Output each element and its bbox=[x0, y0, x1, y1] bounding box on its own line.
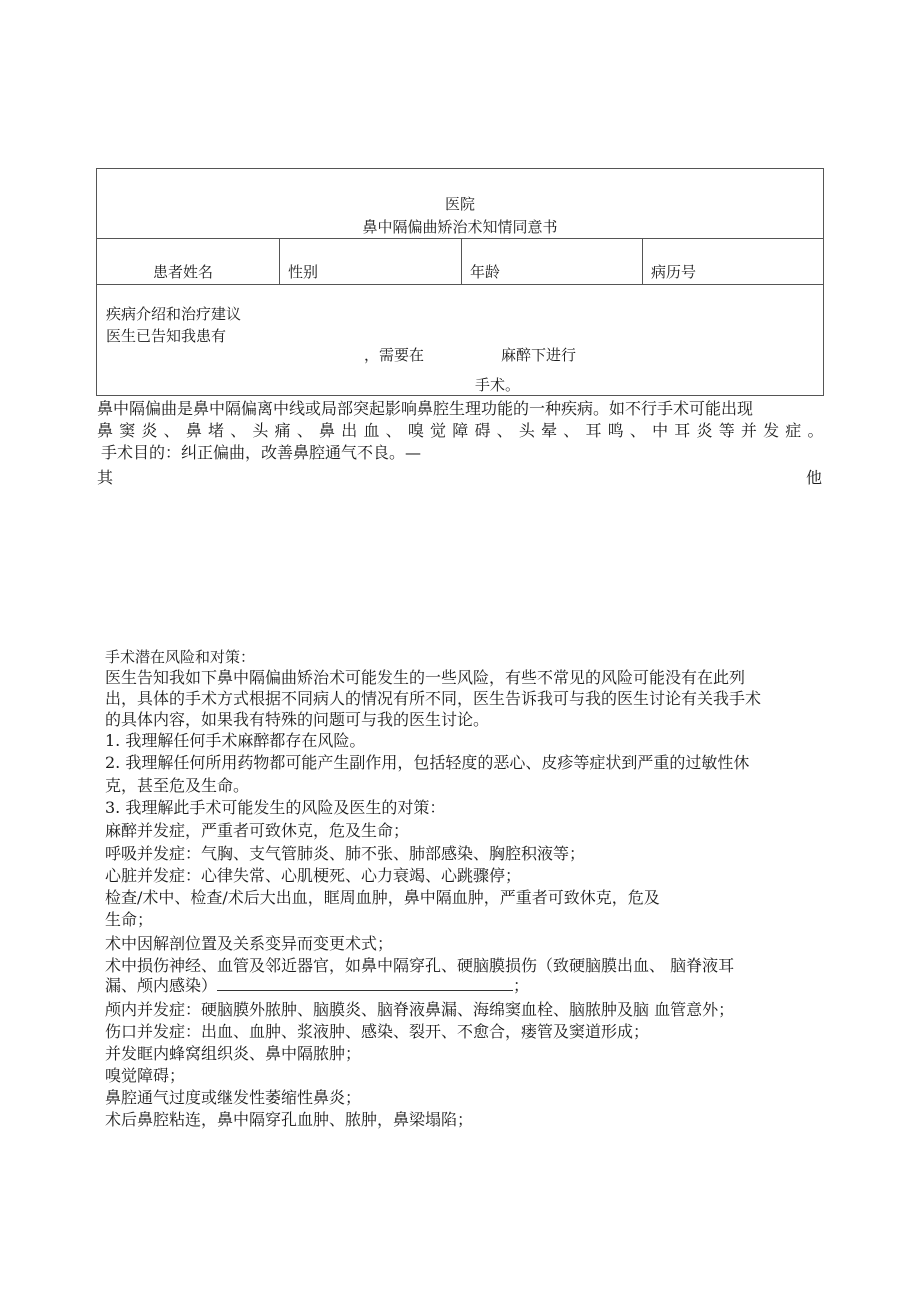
risk-injury-cont bbox=[105, 976, 529, 996]
need-text: ，需要在 bbox=[364, 346, 425, 364]
risk-intracranial: 颅内并发症：硬脑膜外脓肿、脑膜炎、脑脊液鼻漏、海绵窦血栓、脑脓肿及脑 血管意外； bbox=[105, 1000, 735, 1019]
complication-char: 、 bbox=[385, 421, 402, 440]
surgery-text: 手术。 bbox=[475, 376, 521, 394]
risk-adhesion: 术后鼻腔粘连，鼻中隔穿孔血肿、脓肿，鼻梁塌陷； bbox=[105, 1110, 474, 1129]
risks-intro-line: 的具体内容，如果我有特殊的问题可与我的医生讨论。 bbox=[105, 710, 490, 729]
page-title: 鼻中隔偏曲矫治术知情同意书 bbox=[362, 218, 558, 236]
complication-char: 鸣 bbox=[607, 421, 624, 440]
anesthesia-text: 麻醉下进行 bbox=[501, 346, 577, 364]
risks-intro-line: 出，具体的手术方式根据不同病人的情况有所不同，医生告诉我可与我的医生讨论有关我手术 bbox=[105, 689, 762, 708]
risk-orbital: 并发眶内蜂窝组织炎、鼻中隔脓肿； bbox=[105, 1044, 362, 1063]
complication-char: 堵 bbox=[208, 421, 225, 440]
complication-char: 、 bbox=[629, 421, 646, 440]
risk-bleeding: 检查/术中、检查/术后大出血，眶周血肿，鼻中隔血肿，严重者可致休克，危及 bbox=[105, 888, 660, 907]
risk-item-2: 2. 我理解任何所用药物都可能产生副作用，包括轻度的恶心、皮疹等症状到严重的过敏性休 bbox=[105, 753, 750, 772]
risks-heading: 手术潜在风险和对策： bbox=[105, 648, 256, 666]
complication-char: 鼻 bbox=[97, 421, 114, 440]
complication-char: 、 bbox=[563, 421, 580, 440]
complication-char: 血 bbox=[363, 421, 380, 440]
risk-cardiac: 心脏并发症：心律失常、心肌梗死、心力衰竭、心跳骤停； bbox=[105, 866, 522, 885]
risk-injury-end: ； bbox=[513, 976, 530, 995]
risk-anesthesia: 麻醉并发症，严重者可致休克，危及生命； bbox=[105, 821, 410, 840]
complication-char: 炎 bbox=[141, 421, 158, 440]
complications-line bbox=[97, 421, 824, 441]
table-divider bbox=[97, 284, 823, 285]
other-label-end: 他 bbox=[806, 468, 823, 487]
complication-char: 头 bbox=[518, 421, 535, 440]
complication-char: 鼻 bbox=[185, 421, 202, 440]
complication-char: 晕 bbox=[541, 421, 558, 440]
risk-anatomy: 术中因解剖位置及关系变异而变更术式； bbox=[105, 934, 394, 953]
other-label-start: 其 bbox=[97, 468, 114, 487]
informed-text: 医生已告知我患有 bbox=[106, 327, 227, 345]
complication-char: 中 bbox=[652, 421, 669, 440]
complication-char: 发 bbox=[763, 421, 780, 440]
risk-item-3: 3. 我理解此手术可能发生的风险及医生的对策： bbox=[105, 798, 446, 817]
complication-char: 障 bbox=[452, 421, 469, 440]
sex-label: 性别 bbox=[288, 263, 319, 281]
consent-form-table bbox=[96, 168, 824, 396]
complication-char: 嗅 bbox=[407, 421, 424, 440]
fill-in-blank bbox=[217, 976, 513, 991]
complication-char: 炎 bbox=[696, 421, 713, 440]
form-bottom-line bbox=[96, 395, 641, 396]
risk-bleeding-cont: 生命； bbox=[105, 910, 154, 929]
hospital-name: 医院 bbox=[444, 195, 475, 213]
complication-char: 头 bbox=[252, 421, 269, 440]
table-column-divider bbox=[642, 239, 643, 284]
complication-char: 、 bbox=[230, 421, 247, 440]
complication-char: 出 bbox=[341, 421, 358, 440]
complication-char: 觉 bbox=[430, 421, 447, 440]
risk-wound: 伤口并发症：出血、血肿、浆液肿、感染、裂开、不愈合，瘘管及窦道形成； bbox=[105, 1022, 650, 1041]
risk-item-1: 1. 我理解任何手术麻醉都存在风险。 bbox=[105, 731, 366, 750]
description-line: 鼻中隔偏曲是鼻中隔偏离中线或局部突起影响鼻腔生理功能的一种疾病。如不行手术可能出现 bbox=[97, 399, 754, 418]
complication-char: 窦 bbox=[119, 421, 136, 440]
complication-char: 、 bbox=[496, 421, 513, 440]
table-column-divider bbox=[461, 239, 462, 284]
risk-injury-text: 漏、颅内感染） bbox=[105, 976, 218, 995]
surgery-purpose: 手术目的：纠正偏曲，改善鼻腔通气不良。— bbox=[101, 443, 422, 462]
patient-name-label: 患者姓名 bbox=[153, 263, 214, 281]
complication-char: 耳 bbox=[585, 421, 602, 440]
risks-intro-line: 医生告知我如下鼻中隔偏曲矫治术可能发生的一些风险，有些不常见的风险可能没有在此列 bbox=[105, 668, 746, 687]
complication-char: 症 bbox=[785, 421, 802, 440]
complication-char: 痛 bbox=[274, 421, 291, 440]
risk-rhinitis: 鼻腔通气过度或继发性萎缩性鼻炎； bbox=[105, 1088, 362, 1107]
complication-char: 耳 bbox=[674, 421, 691, 440]
intro-heading: 疾病介绍和治疗建议 bbox=[106, 305, 242, 323]
complication-char: 碍 bbox=[474, 421, 491, 440]
complication-char: 、 bbox=[163, 421, 180, 440]
risk-respiratory: 呼吸并发症：气胸、支气管肺炎、肺不张、肺部感染、胸腔积液等； bbox=[105, 844, 586, 863]
risk-injury: 术中损伤神经、血管及邻近器官，如鼻中隔穿孔、硬脑膜损伤（致硬脑膜出血、 脑脊液耳 bbox=[105, 956, 735, 975]
risk-item-2-cont: 克，甚至危及生命。 bbox=[105, 776, 250, 795]
table-divider bbox=[97, 238, 823, 239]
record-number-label: 病历号 bbox=[651, 263, 697, 281]
table-column-divider bbox=[279, 239, 280, 284]
complication-char: 并 bbox=[740, 421, 757, 440]
age-label: 年龄 bbox=[470, 263, 501, 281]
complication-char: 等 bbox=[718, 421, 735, 440]
complication-char: 鼻 bbox=[319, 421, 336, 440]
complication-char: 、 bbox=[296, 421, 313, 440]
complication-char: 。 bbox=[807, 421, 824, 440]
risk-smell: 嗅觉障碍； bbox=[105, 1066, 186, 1085]
